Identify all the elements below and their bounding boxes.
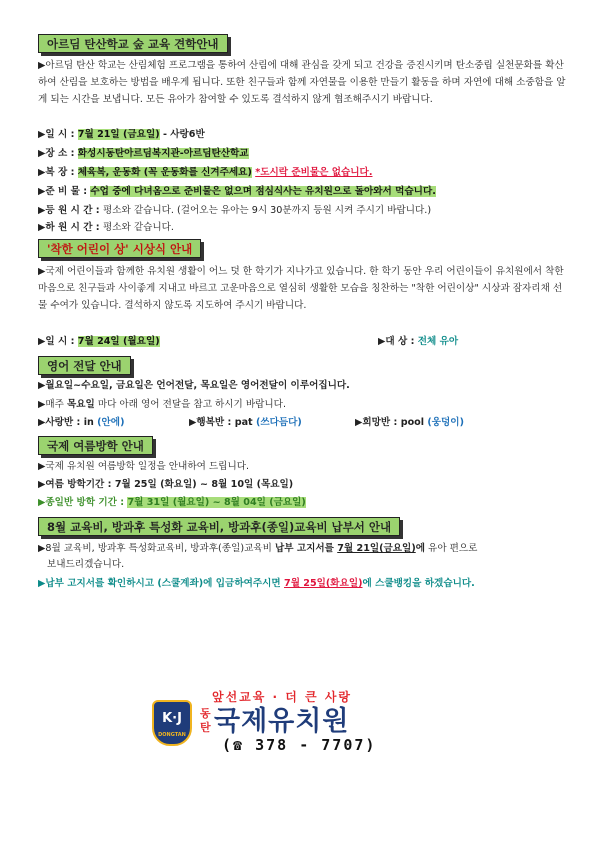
english-line-2: ▶매주 목요일 마다 아래 영어 전달을 참고 하시기 바랍니다. — [38, 399, 286, 410]
forest-trip-place: ▶장 소 : 화성시동탄아르딤복지관-아르딤탄산학교 — [38, 148, 249, 159]
section-title-award: '착한 어린이 상' 시상식 안내 — [38, 239, 201, 258]
forest-trip-dress: ▶복 장 : 체육복, 운동화 (꼭 운동화를 신겨주세요) *도시락 준비물은 없습니다. — [38, 167, 373, 178]
forest-trip-supplies: ▶준 비 물 : 수업 중에 다녀옴으로 준비물은 없으며 점심식사는 유치원으로 돌아와서 먹습니다. — [38, 186, 436, 197]
vacation-line-1: ▶국제 유치원 여름방학 일정을 안내하여 드립니다. — [38, 461, 250, 472]
english-class-haengbok: ▶행복반 : pat (쓰다듬다) — [189, 417, 302, 428]
english-line-1: ▶월요일~수요일, 금요일은 언어전달, 목요일은 영어전달이 이루어집니다. — [38, 380, 350, 391]
tuition-line-2: ▶납부 고지서를 확인하시고 (스쿨계좌)에 입금하여주시면 7월 25일(화요일)에 스쿨뱅킹을 하겠습니다. — [38, 578, 475, 589]
section-title-tuition: 8월 교육비, 방과후 특성화 교육비, 방과후(종일)교육비 납부서 안내 — [38, 517, 400, 536]
logo-phone: (☎ 378 - 7707) — [222, 736, 377, 754]
logo-small-top: 동 — [200, 707, 211, 720]
kindergarten-logo — [150, 688, 450, 762]
forest-trip-departure: ▶하 원 시 간 : 평소와 같습니다. — [38, 222, 174, 233]
forest-trip-intro: ▶아르딤 탄산 학교는 산림체험 프로그램을 통하여 산림에 대해 관심을 갖게 되고 건강을 증진시키며 탄소중립 실천문화를 확산하여 산림을 보호하는 방법을 배우게 됩니다. 또한 친구들과 함께 자연물을 이용한 만들기 활동을 하며 자연에 대해 소중함을 알게 되는 시간을 보냅니다. 모든 유아가 참여할 수 있도록 결석하지 않게 협조해주시기 바랍니다. — [38, 60, 566, 105]
section-title-forest-trip: 아르딤 탄산학교 숲 교육 견학안내 — [38, 34, 228, 53]
vacation-allday-period: ▶종일반 방학 기간 : 7월 31일 (월요일) ~ 8월 04일 (금요일) — [38, 497, 306, 508]
forest-trip-date: ▶일 시 : 7월 21일 (금요일) - 사랑6반 — [38, 129, 205, 140]
award-date: ▶일 시 : 7월 24일 (월요일) — [38, 336, 160, 347]
award-target: ▶대 상 : 전체 유아 — [378, 336, 459, 347]
logo-slogan: 앞선교육 · 더 큰 사랑 — [212, 690, 353, 704]
tuition-line-1: ▶8월 교육비, 방과후 특성화교육비, 방과후(종일)교육비 납부 고지서를 7월 21일(금요일)에 유아 편으로 — [38, 543, 478, 554]
logo-small-bottom: 탄 — [200, 721, 211, 734]
tuition-line-1-cont: 보내드리겠습니다. — [47, 559, 125, 570]
logo-emblem-sub: DONGTAN — [158, 732, 186, 738]
vacation-period: ▶여름 방학기간 : 7월 25일 (화요일) ~ 8월 10일 (목요일) — [38, 479, 294, 490]
english-class-sarang: ▶사랑반 : in (안에) — [38, 417, 125, 428]
forest-trip-arrival: ▶등 원 시 간 : 평소와 같습니다. (걸어오는 유아는 9시 30분까지 등원 시켜 주시기 바랍니다.) — [38, 205, 432, 216]
english-class-huimang: ▶희망반 : pool (웅덩이) — [355, 417, 464, 428]
logo-name: 국제유치원 — [214, 706, 350, 737]
logo-emblem-text: K·J — [162, 711, 182, 726]
logo-emblem — [152, 700, 192, 746]
section-title-english: 영어 전달 안내 — [38, 356, 131, 375]
award-body: ▶국제 어린이들과 함께한 유치원 생활이 어느 덧 한 학기가 지나가고 있습니다. 한 학기 동안 우리 어린이들이 유치원에서 착한 마음으로 친구들과 사이좋게 지내고 바르고 고운마음으로 열심히 생활한 모습을 칭찬하는 "착한 어린이상" 시상과 잠자리채 선물 수여가 있습니다. 결석하지 않도록 지도하여 주시기 바랍니다. — [38, 266, 564, 311]
section-title-vacation: 국제 여름방학 안내 — [38, 436, 153, 455]
